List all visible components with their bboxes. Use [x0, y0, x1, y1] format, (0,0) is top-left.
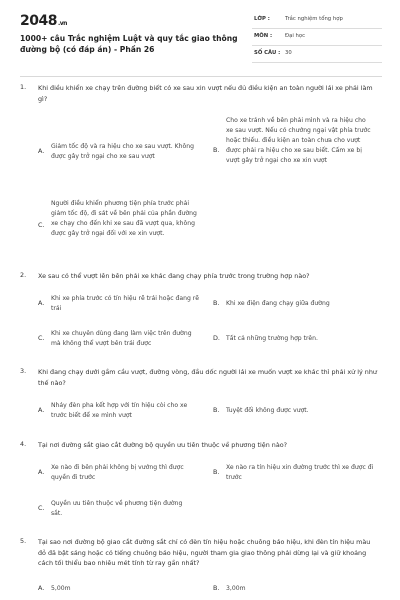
- option-text: Xe nào đi bên phải không bị vướng thì được quyền đi trước: [51, 464, 184, 481]
- info-label: LỚP :: [254, 16, 270, 22]
- option-text: 3,00m: [226, 585, 246, 592]
- question-text: Tại nơi đường sắt giao cắt đường bộ quyền ưu tiên thuộc về phương tiện nào?: [38, 441, 288, 449]
- option-letter: B.: [213, 146, 220, 154]
- option-text: Tất cả những trường hợp trên.: [226, 335, 318, 342]
- question-number: 4.: [20, 440, 27, 448]
- option-text: Người điều khiển phương tiện phía trước phải giảm tốc độ, đi sát về bên phải của phần đường xe chạy cho đến khi xe sau đã vượt qua, không được gây trở ngại đối với xe xin vượt.: [51, 200, 197, 237]
- option-3b[interactable]: [213, 406, 383, 418]
- option-text: Khi xe phía trước có tín hiệu rẽ trái hoặc đang rẽ trái: [51, 295, 200, 312]
- option-4a[interactable]: [38, 463, 206, 485]
- info-row-subject: [252, 29, 382, 46]
- option-letter: B.: [213, 584, 220, 592]
- option-text: Giảm tốc độ và ra hiệu cho xe sau vượt. Không được gây trở ngại cho xe sau vượt: [51, 143, 194, 160]
- question-text: Khi điều khiển xe chạy trên đường biết có xe sau xin vượt nếu đủ điều kiện an toàn người lái xe phải làm gì?: [38, 84, 373, 103]
- option-letter: C.: [38, 334, 45, 342]
- info-table: [252, 12, 382, 63]
- option-5b[interactable]: [213, 584, 383, 596]
- option-letter: C.: [38, 504, 45, 512]
- option-text: Khi xe điện đang chạy giữa đường: [226, 300, 330, 307]
- question-number: 5.: [20, 537, 27, 545]
- option-2a[interactable]: [38, 294, 206, 316]
- option-text: Nháy đèn pha kết hợp với tín hiệu còi cho xe trước biết để xe mình vượt: [51, 402, 188, 419]
- logo-text: 2048: [20, 13, 57, 29]
- option-2d[interactable]: [213, 334, 383, 346]
- option-text: Cho xe tránh về bên phải mình và ra hiệu cho xe sau vượt. Nếu có chướng ngại vật phía trước hoặc thiếu. điều kiện an toàn chưa cho vượt được phải ra hiệu cho xe sau biết. Cấm xe bị vượt gây trở ngại cho xe xin vượt: [226, 117, 371, 164]
- option-5a[interactable]: [38, 584, 206, 596]
- site-logo[interactable]: [20, 13, 67, 29]
- option-text: Tuyệt đối không được vượt.: [226, 407, 309, 414]
- option-2c[interactable]: [38, 329, 206, 351]
- option-3a[interactable]: [38, 401, 206, 423]
- page-header: [0, 0, 400, 74]
- info-row-count: [252, 46, 382, 63]
- option-letter: A.: [38, 406, 45, 414]
- info-label: MÔN :: [254, 33, 273, 39]
- header-divider: [20, 76, 382, 77]
- document-title: 1000+ câu Trắc nghiệm Luật và quy tắc giao thông đường bộ (có đáp án) - Phần 26: [20, 34, 238, 54]
- option-letter: B.: [213, 299, 220, 307]
- question-text: Tại sao nơi đường bộ giao cắt đường sắt chỉ có đèn tín hiệu hoặc chuông báo hiệu, khi đèn tín hiệu màu đỏ đã bật sáng hoặc có tiếng chuông báo hiệu, người tham gia giao thông phải dừng lại và giữ khoảng cách tối thiểu bao nhiêu mét tính từ ray gần nhất?: [38, 538, 371, 567]
- option-letter: B.: [213, 406, 220, 414]
- option-4c[interactable]: [38, 499, 206, 521]
- info-label: SỐ CÂU :: [254, 50, 281, 56]
- option-letter: B.: [213, 468, 220, 476]
- info-value: 30: [285, 50, 292, 56]
- option-letter: C.: [38, 221, 45, 229]
- question-number: 1.: [20, 83, 27, 91]
- info-row-class: [252, 12, 382, 29]
- option-letter: A.: [38, 468, 45, 476]
- option-1a[interactable]: [38, 142, 206, 172]
- option-text: Quyền ưu tiên thuộc về phương tiện đường sắt.: [51, 500, 183, 517]
- option-1b[interactable]: [213, 116, 383, 188]
- option-text: Khi xe chuyên dùng đang làm việc trên đường mà không thể vượt bên trái được: [51, 330, 192, 347]
- option-4b[interactable]: [213, 463, 383, 485]
- option-text: Xe nào ra tín hiệu xin đường trước thì xe được đi trước: [226, 464, 374, 481]
- info-value: Trắc nghiệm tổng hợp: [285, 16, 343, 22]
- option-letter: A.: [38, 299, 45, 307]
- option-letter: A.: [38, 584, 45, 592]
- info-value: Đại học: [285, 33, 306, 39]
- option-1c[interactable]: [38, 199, 206, 259]
- option-letter: A.: [38, 147, 45, 155]
- question-text: Khi đang chạy dưới gầm cầu vượt, đường vòng, đầu dốc người lái xe muốn vượt xe khác thì phải xử lý như thế nào?: [38, 368, 377, 387]
- option-text: 5,00m: [51, 585, 71, 592]
- question-number: 2.: [20, 271, 27, 279]
- option-letter: D.: [213, 334, 220, 342]
- question-text: Xe sau có thể vượt lên bên phải xe khác đang chạy phía trước trong trường hợp nào?: [38, 272, 310, 280]
- option-2b[interactable]: [213, 299, 383, 311]
- question-number: 3.: [20, 367, 27, 375]
- logo-domain: .vn: [57, 20, 67, 27]
